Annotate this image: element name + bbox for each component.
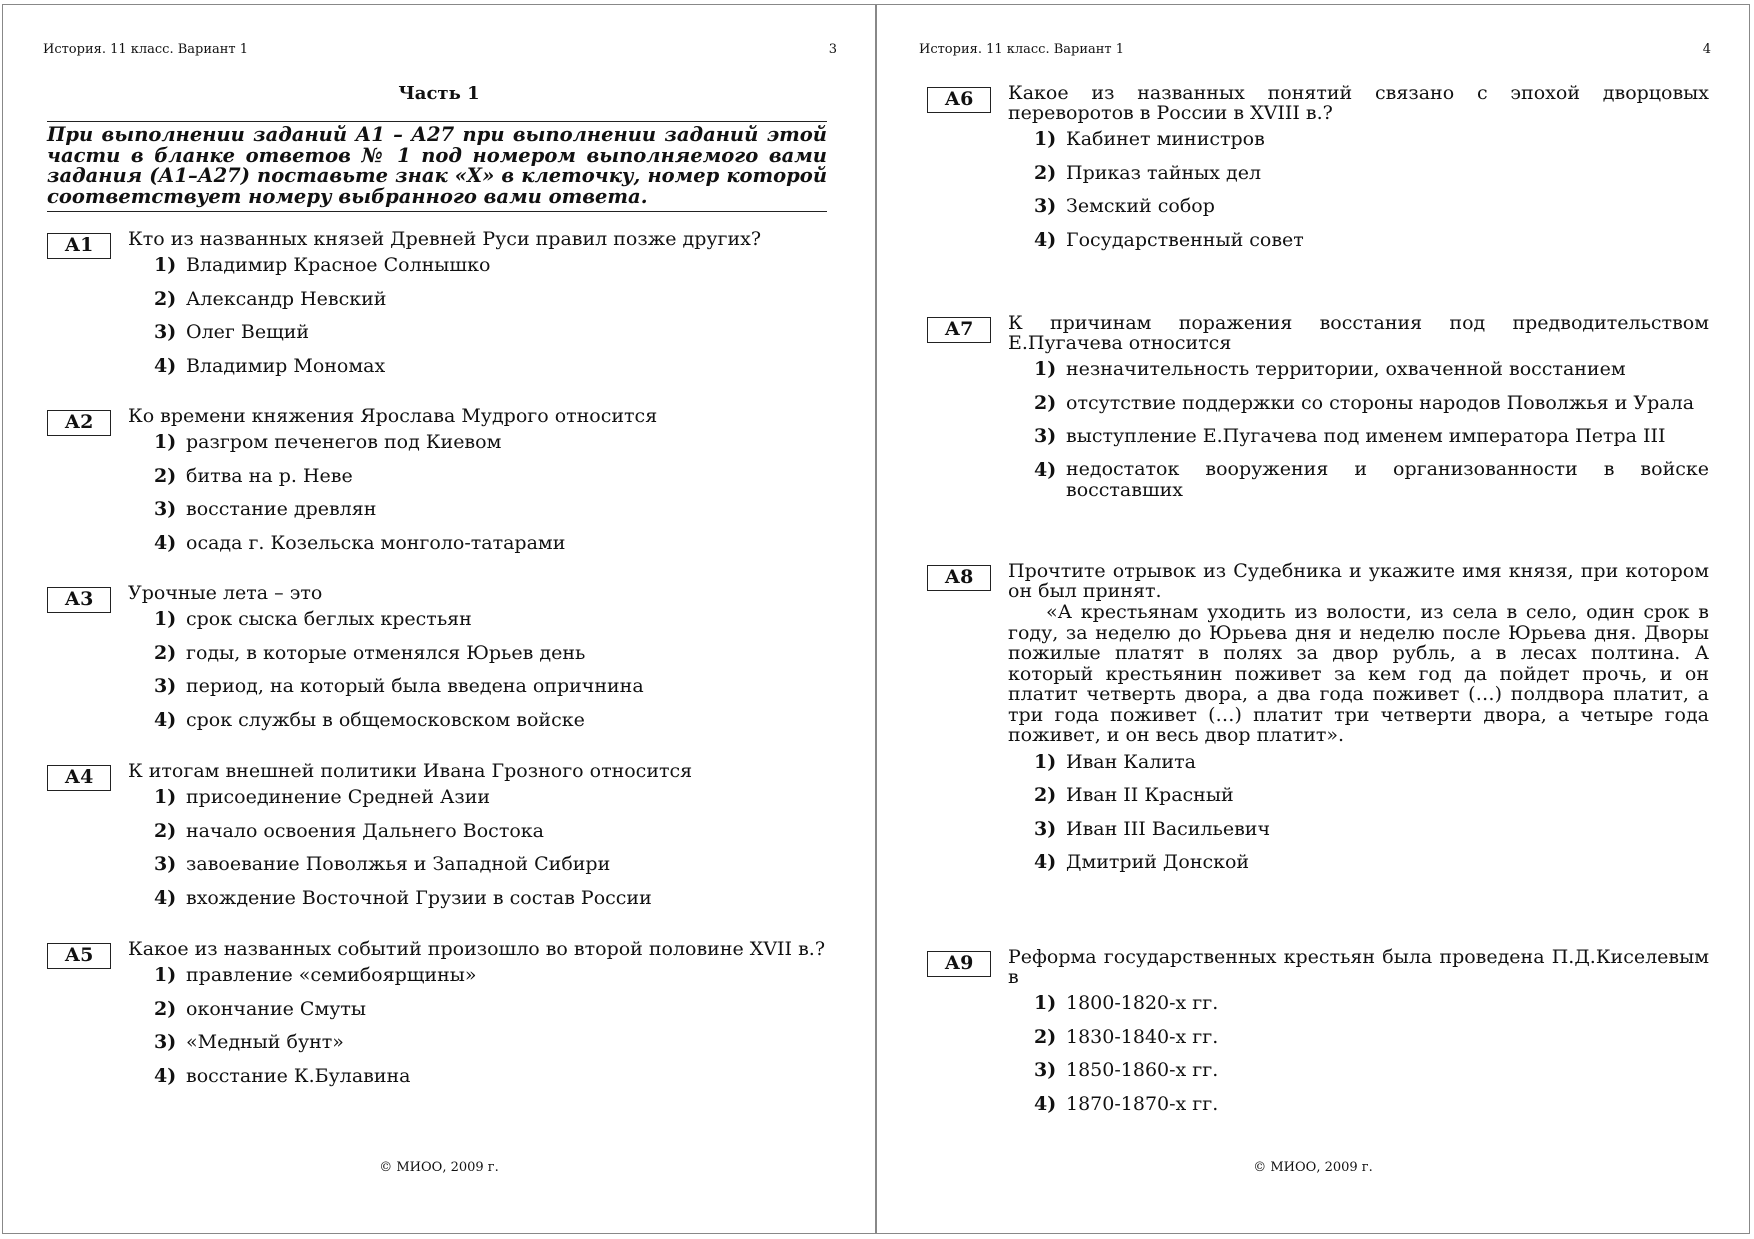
question-a7 — [927, 313, 1709, 507]
option-text: недостаток вооружения и организованности в войске восставших — [1066, 457, 1709, 501]
answer-option[interactable] — [47, 853, 827, 887]
running-title: История. 11 класс. Вариант 1 — [43, 42, 249, 57]
answer-option[interactable] — [927, 229, 1709, 263]
option-number: 1) — [1034, 128, 1057, 150]
option-number: 1) — [1034, 750, 1057, 773]
option-text: 1830-1840-х гг. — [1066, 1025, 1219, 1048]
answer-option[interactable] — [927, 751, 1709, 785]
option-text: срок службы в общемосковском войске — [186, 708, 585, 731]
question-a4 — [47, 761, 827, 920]
answer-option[interactable] — [47, 709, 827, 743]
question-text: Кто из названных князей Древней Руси правил позже других? — [128, 228, 762, 250]
option-number: 1) — [154, 964, 177, 986]
option-number: 3) — [154, 853, 177, 875]
answer-option[interactable] — [927, 358, 1709, 392]
option-text: Олег Вещий — [186, 321, 310, 343]
question-text: Ко времени княжения Ярослава Мудрого относится — [128, 405, 658, 427]
answer-option[interactable] — [927, 1026, 1709, 1060]
option-text: Приказ тайных дел — [1066, 161, 1262, 184]
option-text: 1870-1870-х гг. — [1066, 1092, 1219, 1115]
option-number: 1) — [154, 254, 177, 276]
option-text: Владимир Красное Солнышко — [186, 254, 491, 276]
answer-option[interactable] — [47, 465, 827, 499]
question-text: Реформа государственных крестьян была проведена П.Д.Киселевым в — [1008, 946, 1709, 988]
answer-option[interactable] — [927, 195, 1709, 229]
option-number: 2) — [1034, 161, 1057, 184]
answer-option[interactable] — [927, 459, 1709, 507]
option-text: Иван Калита — [1066, 750, 1196, 773]
question-id: А9 — [927, 951, 991, 977]
option-text: «Медный бунт» — [186, 1031, 344, 1053]
option-number: 4) — [154, 886, 177, 909]
question-a6 — [927, 83, 1709, 262]
question-id: А3 — [47, 587, 111, 613]
answer-option[interactable] — [47, 321, 827, 355]
option-text: Земский собор — [1066, 195, 1215, 217]
option-number: 4) — [154, 1064, 177, 1087]
option-text: вхождение Восточной Грузии в состав России — [186, 886, 652, 909]
document-sheet — [2, 4, 1750, 1234]
option-number: 3) — [154, 321, 177, 343]
option-number: 3) — [1034, 1059, 1057, 1081]
option-number: 4) — [1034, 851, 1057, 873]
option-number: 4) — [1034, 1092, 1057, 1115]
answer-option[interactable] — [927, 1059, 1709, 1093]
option-number: 2) — [154, 641, 177, 664]
answer-option[interactable] — [47, 608, 827, 642]
option-number: 4) — [1034, 458, 1057, 481]
option-text: Александр Невский — [186, 287, 387, 310]
question-id: А2 — [47, 410, 111, 436]
answer-options — [47, 964, 827, 1098]
right-page — [877, 5, 1749, 1233]
option-number: 3) — [1034, 425, 1057, 447]
answer-option[interactable] — [927, 818, 1709, 852]
answer-option[interactable] — [47, 1031, 827, 1065]
answer-option[interactable] — [47, 820, 827, 854]
option-text: битва на р. Неве — [186, 464, 353, 487]
answer-options — [47, 786, 827, 920]
question-text: Урочные лета – это — [128, 582, 323, 604]
answer-option[interactable] — [47, 887, 827, 921]
question-a5 — [47, 939, 827, 1098]
option-text: отсутствие поддержки со стороны народов Поволжья и Урала — [1066, 391, 1695, 414]
option-text: завоевание Поволжья и Западной Сибири — [186, 853, 611, 875]
answer-options — [927, 358, 1709, 507]
answer-option[interactable] — [927, 392, 1709, 426]
question-text: Какое из названных событий произошло во второй половине XVII в.? — [128, 938, 826, 960]
option-text: начало освоения Дальнего Востока — [186, 819, 544, 842]
option-number: 1) — [154, 431, 177, 453]
option-number: 4) — [154, 531, 177, 554]
answer-option[interactable] — [927, 784, 1709, 818]
option-number: 3) — [154, 1031, 177, 1053]
question-id: А5 — [47, 943, 111, 969]
option-text: Владимир Мономах — [186, 354, 386, 377]
copyright-footer: © МИОО, 2009 г. — [1253, 1160, 1373, 1175]
answer-option[interactable] — [47, 254, 827, 288]
answer-options — [927, 992, 1709, 1126]
answer-option[interactable] — [927, 851, 1709, 885]
answer-options — [927, 128, 1709, 262]
answer-option[interactable] — [47, 786, 827, 820]
option-number: 2) — [1034, 1025, 1057, 1048]
option-text: Иван III Васильевич — [1066, 817, 1271, 840]
option-text: правление «семибоярщины» — [186, 964, 477, 986]
answer-option[interactable] — [47, 431, 827, 465]
question-id: А7 — [927, 317, 991, 343]
answer-options — [927, 751, 1709, 885]
question-a8 — [927, 561, 1709, 885]
answer-options — [47, 254, 827, 388]
option-text: восстание древлян — [186, 498, 377, 520]
question-text: К итогам внешней политики Ивана Грозного относится — [128, 760, 693, 782]
option-text: восстание К.Булавина — [186, 1064, 411, 1087]
source-quote: «А крестьянам уходить из волости, из села в село, один срок в году, за неделю до Юрьева дня и неделю после Юрьева дня. Дворы пожилые платят в полях за двор рубль, а в лесах полтина. А который крестьянин поживет за кем год да пойдет прочь, и он платит четверть двора, а два года поживет (…) полдвора платит, а три года поживет (…) платит три четверти двора, а четыре года поживет, и он весь двор платит». — [1008, 601, 1709, 746]
answer-option[interactable] — [47, 355, 827, 389]
option-text: осада г. Козельска монголо-татарами — [186, 531, 566, 554]
option-text: период, на который была введена опричнина — [186, 675, 644, 697]
left-page — [3, 5, 875, 1233]
option-number: 2) — [154, 997, 177, 1020]
instructions: При выполнении заданий А1 – А27 при выполнении заданий этой части в бланке ответов № 1 под номером выполняемого вами задания (А1–А27) поставьте знак «Х» в клеточку, номер которой соответствует номеру выбранного вами ответа. — [47, 121, 827, 212]
answer-option[interactable] — [47, 1065, 827, 1099]
answer-option[interactable] — [47, 532, 827, 566]
question-text: Какое из названных понятий связано с эпохой дворцовых переворотов в России в XVIII в.? — [1008, 82, 1709, 124]
question-id: А1 — [47, 233, 111, 259]
question-a3 — [47, 583, 827, 742]
option-text: Дмитрий Донской — [1066, 851, 1250, 873]
answer-option[interactable] — [47, 675, 827, 709]
option-number: 3) — [154, 675, 177, 697]
question-id: А8 — [927, 565, 991, 591]
question-id: А4 — [47, 765, 111, 791]
question-id: А6 — [927, 87, 991, 113]
option-number: 1) — [154, 786, 177, 808]
option-text: разгром печенегов под Киевом — [186, 431, 502, 453]
answer-options — [47, 431, 827, 565]
answer-option[interactable] — [927, 1093, 1709, 1127]
option-number: 2) — [154, 464, 177, 487]
option-text: Иван II Красный — [1066, 784, 1234, 806]
answer-options — [47, 608, 827, 742]
answer-option[interactable] — [927, 162, 1709, 196]
option-number: 2) — [154, 819, 177, 842]
part-title: Часть 1 — [398, 83, 480, 104]
answer-option[interactable] — [47, 642, 827, 676]
option-text: 1850-1860-х гг. — [1066, 1059, 1219, 1081]
option-text: Государственный совет — [1066, 228, 1304, 251]
question-text: К причинам поражения восстания под предводительством Е.Пугачева относится — [1008, 312, 1709, 354]
option-number: 1) — [1034, 358, 1057, 380]
answer-option[interactable] — [47, 998, 827, 1032]
answer-option[interactable] — [927, 128, 1709, 162]
question-a2 — [47, 406, 827, 565]
page-number: 3 — [828, 42, 837, 57]
option-text: срок сыска беглых крестьян — [186, 608, 472, 630]
option-number: 1) — [154, 608, 177, 630]
answer-option[interactable] — [47, 498, 827, 532]
copyright-footer: © МИОО, 2009 г. — [379, 1160, 499, 1175]
option-number: 4) — [1034, 228, 1057, 251]
option-number: 3) — [1034, 817, 1057, 840]
option-text: выступление Е.Пугачева под именем императора Петра III — [1066, 425, 1666, 447]
option-number: 3) — [1034, 195, 1057, 217]
question-a1 — [47, 229, 827, 388]
option-number: 2) — [154, 287, 177, 310]
option-number: 2) — [1034, 391, 1057, 414]
option-number: 4) — [154, 708, 177, 731]
option-text: окончание Смуты — [186, 997, 367, 1020]
answer-option[interactable] — [47, 288, 827, 322]
option-text: незначительность территории, охваченной восстанием — [1066, 358, 1626, 380]
answer-option[interactable] — [47, 964, 827, 998]
running-title: История. 11 класс. Вариант 1 — [919, 42, 1125, 57]
option-number: 2) — [1034, 784, 1057, 806]
page-number: 4 — [1702, 42, 1711, 57]
option-text: присоединение Средней Азии — [186, 786, 491, 808]
question-text: Прочтите отрывок из Судебника и укажите имя князя, при котором он был принят. — [1008, 560, 1709, 602]
answer-option[interactable] — [927, 425, 1709, 459]
option-number: 1) — [1034, 992, 1057, 1014]
question-a9 — [927, 947, 1709, 1126]
option-text: 1800-1820-х гг. — [1066, 992, 1219, 1014]
option-number: 3) — [154, 498, 177, 520]
option-number: 4) — [154, 354, 177, 377]
option-text: Кабинет министров — [1066, 128, 1265, 150]
option-text: годы, в которые отменялся Юрьев день — [186, 641, 586, 664]
answer-option[interactable] — [927, 992, 1709, 1026]
